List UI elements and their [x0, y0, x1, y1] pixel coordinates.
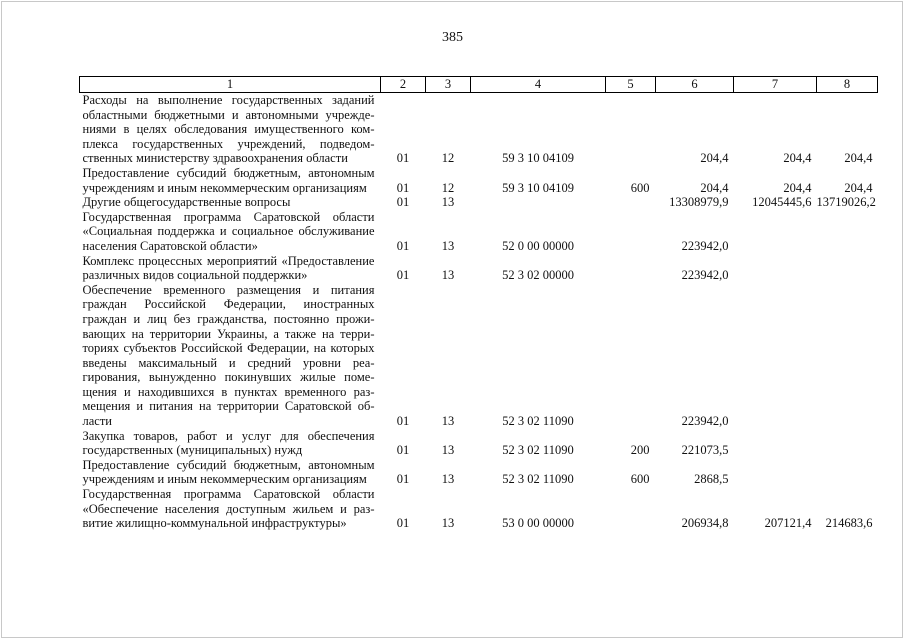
col-header-2: 2 — [381, 77, 426, 93]
row-year2: 204,4 — [783, 151, 812, 166]
row-section: 01 — [396, 516, 410, 531]
row-name: Расходы на выполнение государственных заданий областными бюджетными и автономными учреждениями в целях обследования имущественного комплекса государственных учреждений, подведомственных министерству здравоохранения области — [82, 93, 375, 166]
row-section: 01 — [396, 238, 410, 253]
row-year3 — [817, 429, 878, 458]
row-section: 01 — [396, 414, 410, 429]
row-subsection: 12 — [441, 180, 455, 195]
row-subsection: 13 — [441, 472, 455, 487]
col-header-5: 5 — [606, 77, 656, 93]
row-type: 200 — [630, 443, 650, 458]
row-name: Государственная программа Саратовской области «Социальная поддержка и социальное обслуживание населения Саратовской области» — [82, 209, 375, 253]
row-name: Комплекс процессных мероприятий «Предоставление различных видов социальной поддержки» — [82, 253, 375, 283]
row-year1: 206934,8 — [681, 516, 729, 531]
col-header-6: 6 — [656, 77, 734, 93]
table-row — [80, 166, 878, 195]
column-number-header — [80, 77, 878, 93]
row-section: 01 — [396, 180, 410, 195]
row-year1: 204,4 — [700, 180, 729, 195]
row-subsection: 13 — [441, 238, 455, 253]
row-type — [606, 93, 656, 166]
row-target: 52 3 02 11090 — [502, 414, 574, 429]
row-type — [606, 254, 656, 283]
row-year2 — [734, 254, 817, 283]
row-subsection: 13 — [441, 414, 455, 429]
col-header-4: 4 — [471, 77, 606, 93]
row-target: 52 3 02 11090 — [502, 443, 574, 458]
row-name: Другие общегосударственные вопросы — [82, 195, 291, 210]
col-header-7: 7 — [734, 77, 817, 93]
row-name: Предоставление субсидий бюджетным, автономным учреждениям и иным некоммерческим организациям — [82, 457, 375, 487]
row-year1: 221073,5 — [681, 443, 729, 458]
row-type — [606, 210, 656, 254]
row-year2 — [734, 210, 817, 254]
row-type — [606, 487, 656, 531]
table-row — [80, 254, 878, 283]
row-type: 600 — [630, 472, 650, 487]
row-name: Предоставление субсидий бюджетным, автономным учреждениям и иным некоммерческим организациям — [82, 165, 375, 195]
row-subsection: 13 — [441, 195, 455, 210]
row-type: 600 — [630, 180, 650, 195]
row-section: 01 — [396, 151, 410, 166]
table-row — [80, 429, 878, 458]
row-year2: 12045445,6 — [752, 195, 812, 210]
row-year3 — [817, 458, 878, 487]
row-year1: 204,4 — [700, 151, 729, 166]
row-year3: 204,4 — [844, 151, 873, 166]
row-year3 — [817, 254, 878, 283]
row-subsection: 13 — [441, 268, 455, 283]
table-row — [80, 210, 878, 254]
col-header-3: 3 — [426, 77, 471, 93]
row-year2 — [734, 429, 817, 458]
row-type — [606, 195, 656, 210]
row-year1: 13308979,9 — [669, 195, 729, 210]
row-year3: 214683,6 — [825, 516, 873, 531]
row-name: Обеспечение временного размещения и питания граждан Российской Федерации, иностранных граждан и лиц без гражданства, постоянно проживающих на территории Украины, а также на территориях субъектов Российской Федерации, на которых введены максимальный и средний уровни реагирования, вынужденно покинувших жилые помещения и находившихся в пунктах временного размещения и питания на территории Саратовской области — [82, 282, 375, 429]
table-row — [80, 283, 878, 429]
row-subsection: 12 — [441, 151, 455, 166]
col-header-8: 8 — [817, 77, 878, 93]
row-type — [606, 283, 656, 429]
col-header-1: 1 — [80, 77, 381, 93]
row-target: 53 0 00 00000 — [502, 516, 574, 531]
row-year3 — [817, 283, 878, 429]
table-row — [80, 458, 878, 487]
table-row — [80, 93, 878, 166]
budget-table — [79, 76, 878, 531]
row-year1: 2868,5 — [694, 472, 729, 487]
row-year2: 207121,4 — [764, 516, 812, 531]
table-row — [80, 487, 878, 531]
page-number: 385 — [442, 30, 463, 45]
row-name: Государственная программа Саратовской области «Обеспечение населения доступным жильем и развитие жилищно-коммунальной инфраструктуры» — [82, 487, 375, 531]
row-target: 52 0 00 00000 — [502, 238, 574, 253]
row-section: 01 — [396, 472, 410, 487]
row-subsection: 13 — [441, 516, 455, 531]
row-target: 59 3 10 04109 — [502, 180, 574, 195]
row-year3: 204,4 — [844, 180, 873, 195]
row-subsection: 13 — [441, 443, 455, 458]
row-year2 — [734, 283, 817, 429]
row-year1: 223942,0 — [681, 268, 729, 283]
row-target: 59 3 10 04109 — [502, 151, 574, 166]
row-target — [471, 195, 606, 210]
row-year1: 223942,0 — [681, 414, 729, 429]
row-year3: 13719026,2 — [816, 195, 876, 210]
row-year3 — [817, 210, 878, 254]
row-year2: 204,4 — [783, 180, 812, 195]
row-target: 52 3 02 00000 — [502, 268, 574, 283]
row-year1: 223942,0 — [681, 238, 729, 253]
row-year2 — [734, 458, 817, 487]
row-target: 52 3 02 11090 — [502, 472, 574, 487]
row-section: 01 — [396, 195, 410, 210]
table-row — [80, 195, 878, 210]
row-section: 01 — [396, 443, 410, 458]
row-section: 01 — [396, 268, 410, 283]
row-name: Закупка товаров, работ и услуг для обеспечения государственных (муниципальных) нужд — [82, 428, 375, 458]
